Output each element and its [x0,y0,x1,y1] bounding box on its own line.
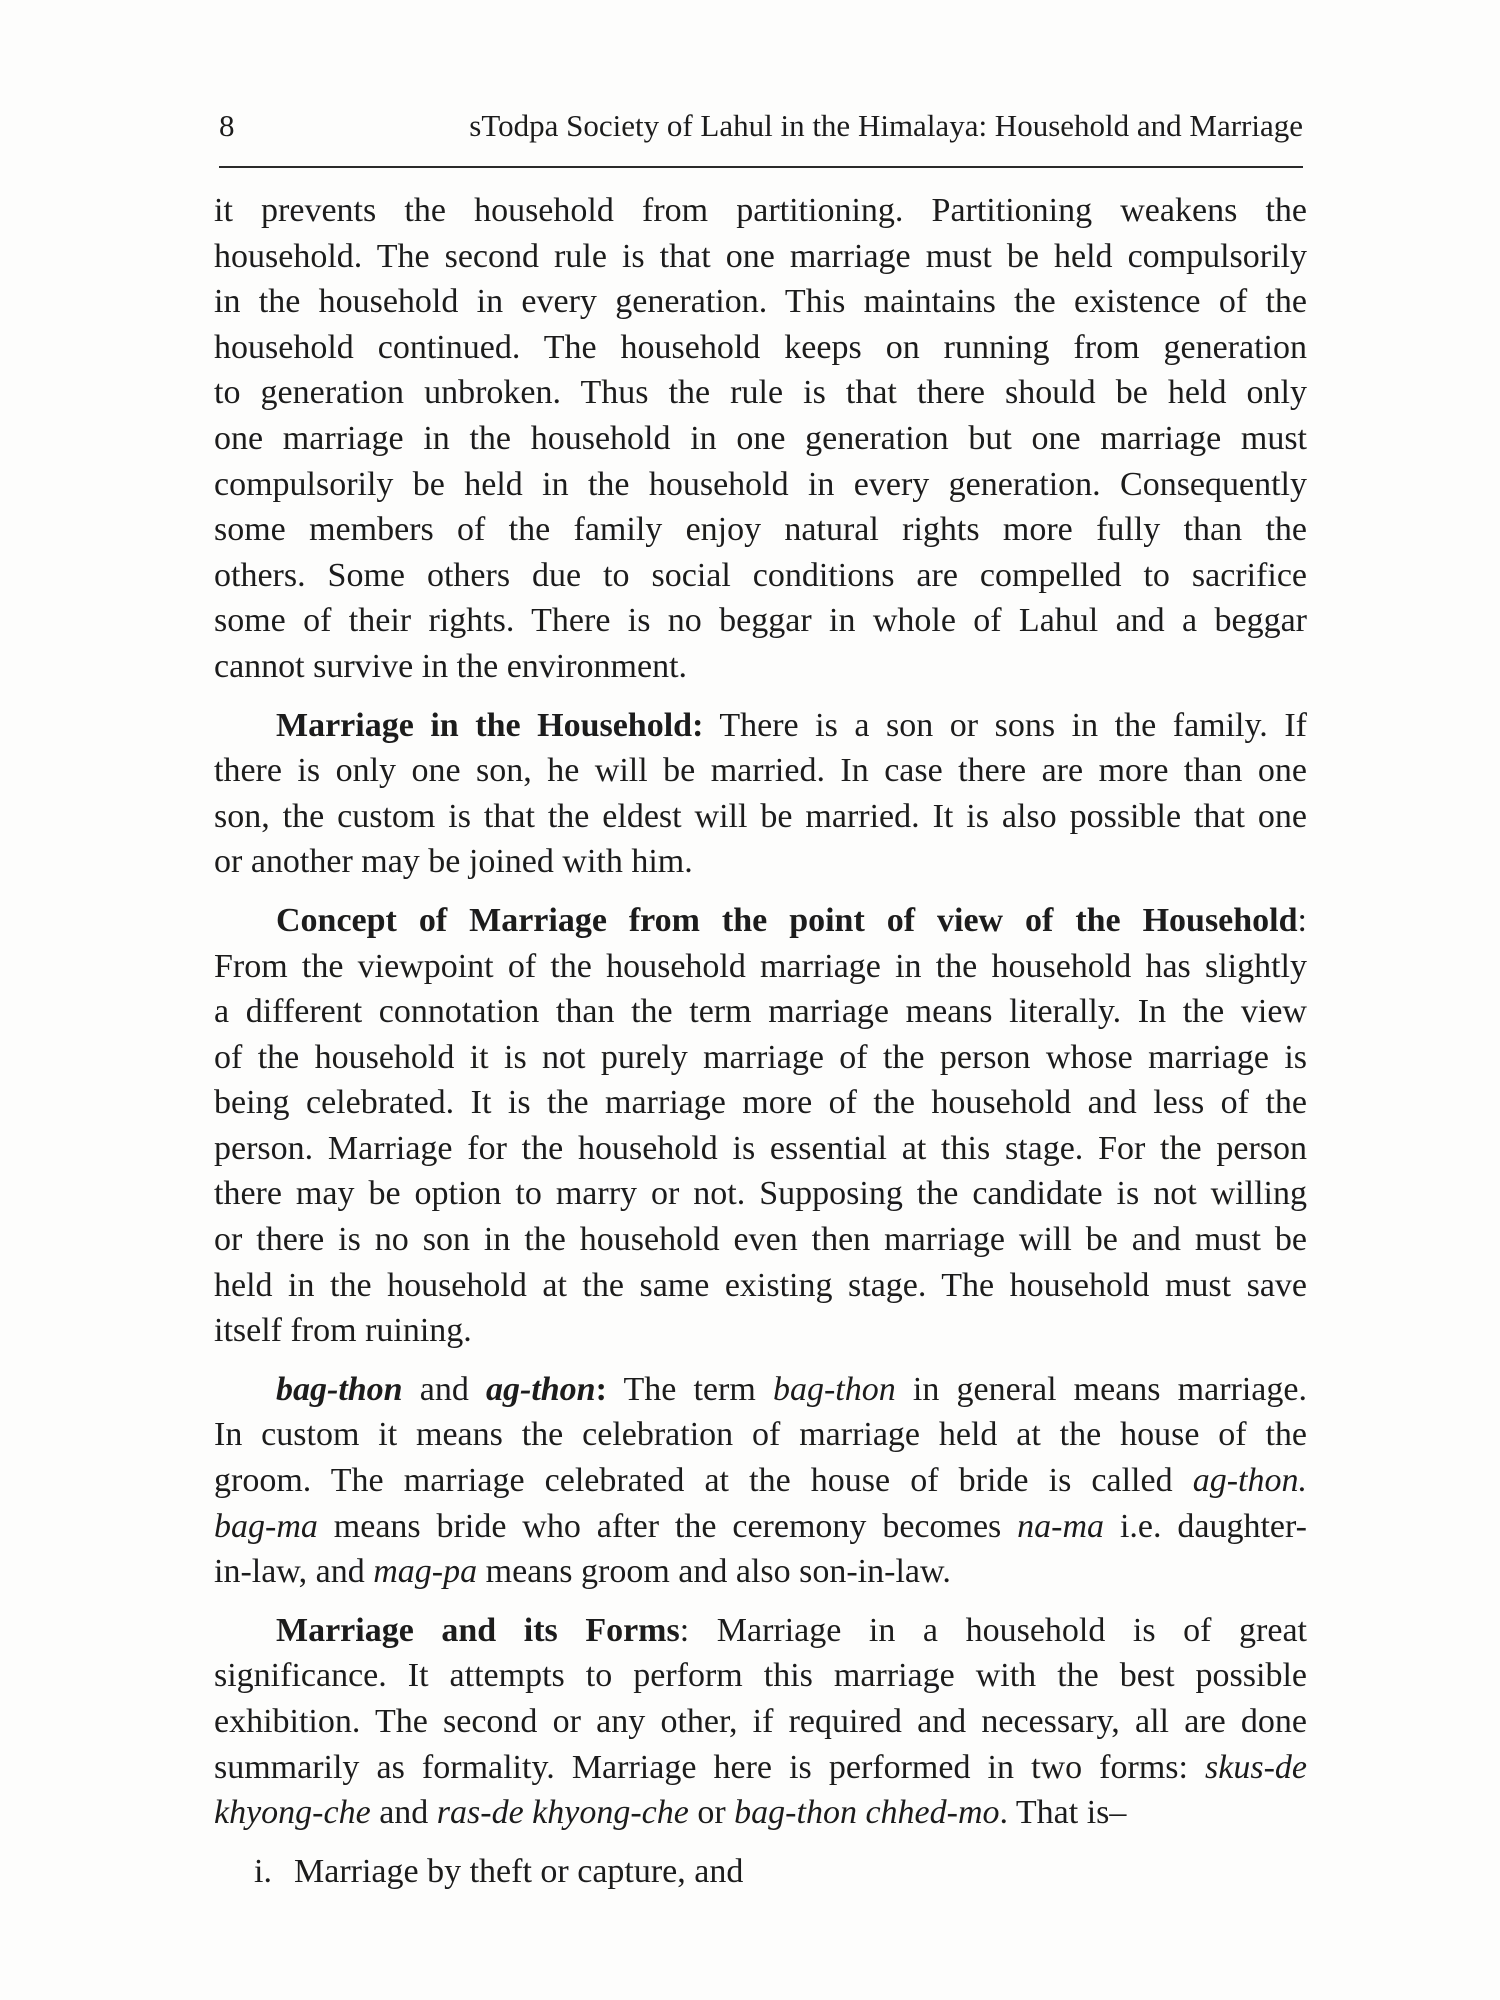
term: ras-de khyong-che [436,1794,689,1832]
running-head [219,104,1303,148]
text-line: of the household it is not purely marriage of the person whose marriage is [214,1038,1307,1076]
text-line: others. Some others due to social conditions are compelled to sacrifice [214,556,1307,594]
text-run: in general means marriage. [895,1370,1307,1408]
text-run: summarily as formality. Marriage here is performed in two forms: [214,1748,1206,1786]
header-rule [219,166,1303,168]
term: skus-de [1205,1748,1307,1786]
text-line: being celebrated. It is the marriage more of the household and less of the [214,1084,1307,1122]
text-line: person. Marriage for the household is essential at this stage. For the person [214,1129,1307,1167]
text-run: : [595,1370,607,1408]
text-run: in-law, and [214,1553,374,1591]
text-run: or [688,1794,735,1832]
text-line: there may be option to marry or not. Supposing the candidate is not willing [214,1175,1307,1213]
text-line: From the viewpoint of the household marriage in the household has slightly [214,947,1307,985]
text-line [214,1549,1307,1595]
page-number: 8 [219,108,235,143]
term: mag-pa [373,1553,478,1591]
text-line: household. The second rule is that one marriage must be held compulsorily [214,237,1307,275]
text-line: itself from ruining. [214,1312,472,1350]
text-line: or there is no son in the household even then marriage will be and must be [214,1221,1307,1259]
text-line: to generation unbroken. Thus the rule is that there should be held only [214,374,1307,412]
text-line: cannot survive in the environment. [214,647,688,685]
text-run: . That is– [999,1794,1127,1832]
text-line: significance. It attempts to perform this marriage with the best possible [214,1657,1307,1695]
list-item [214,1849,1307,1895]
term: ag-thon [486,1370,596,1408]
section-heading: Marriage and its Forms [276,1611,680,1649]
term: bag-thon [276,1370,403,1408]
term: bag-thon [772,1370,896,1408]
term: khyong-che [214,1794,371,1832]
text-line [214,898,1307,944]
list-item-text: Marriage by theft or capture, and [294,1852,744,1890]
text-line: there is only one son, he will be married. In case there are more than one [214,752,1307,790]
text-line: household continued. The household keeps on running from generation [214,328,1307,366]
text-line: exhibition. The second or any other, if required and necessary, all are done [214,1703,1307,1740]
text-line: compulsorily be held in the household in every generation. Consequently [214,465,1307,503]
section-heading: Marriage in the Household: [276,706,704,744]
text-line: it prevents the household from partitioning. Partitioning weakens the [214,192,1307,229]
paragraph-concept-of-marriage [214,898,1307,1354]
text-run: : Marriage in a household is of great [679,1611,1308,1649]
text-line: In custom it means the celebration of marriage held at the house of the [214,1416,1307,1454]
text-run: The term [606,1370,773,1408]
list-marker: i. [254,1852,272,1890]
term: bag-ma [214,1507,318,1545]
paragraph-bag-thon-ag-thon [214,1367,1307,1595]
text-run: means bride who after the ceremony becomes [317,1507,1018,1545]
paragraph-marriage-in-household [214,703,1307,885]
text-line: one marriage in the household in one generation but one marriage must [214,419,1307,457]
paragraph-marriage-forms [214,1608,1307,1836]
term: ag-thon. [1192,1462,1307,1500]
text-line [214,1458,1307,1504]
term: bag-thon chhed-mo [734,1794,1000,1832]
body-text [214,188,1307,1894]
term: na-ma [1017,1507,1105,1545]
text-run: and [402,1370,486,1408]
text-run: There is a son or sons in the family. If [703,706,1307,744]
text-line: some of their rights. There is no beggar in whole of Lahul and a beggar [214,602,1307,640]
text-line [214,1504,1307,1550]
text-line: or another may be joined with him. [214,843,693,881]
text-line [214,1745,1307,1791]
text-run: : [1297,901,1307,939]
text-line: some members of the family enjoy natural rights more fully than the [214,511,1307,549]
text-line [214,1608,1307,1654]
text-line [214,1367,1307,1413]
section-heading: Concept of Marriage from the point of view of the Household [276,901,1298,939]
text-line: son, the custom is that the eldest will be married. It is also possible that one [214,797,1307,835]
text-line [214,703,1307,749]
text-line: held in the household at the same existing stage. The household must save [214,1266,1307,1304]
text-run: and [370,1794,437,1832]
text-line: a different connotation than the term marriage means literally. In the view [214,993,1307,1031]
book-title: sTodpa Society of Lahul in the Himalaya: Household and Marriage [469,108,1303,143]
paragraph-household-rules [214,188,1307,690]
text-run: means groom and also son-in-law. [477,1553,951,1591]
text-run: i.e. daughter- [1104,1507,1307,1545]
text-run: groom. The marriage celebrated at the house of bride is called [214,1462,1193,1500]
text-line: in the household in every generation. This maintains the existence of the [214,283,1307,321]
text-line [214,1790,1307,1836]
